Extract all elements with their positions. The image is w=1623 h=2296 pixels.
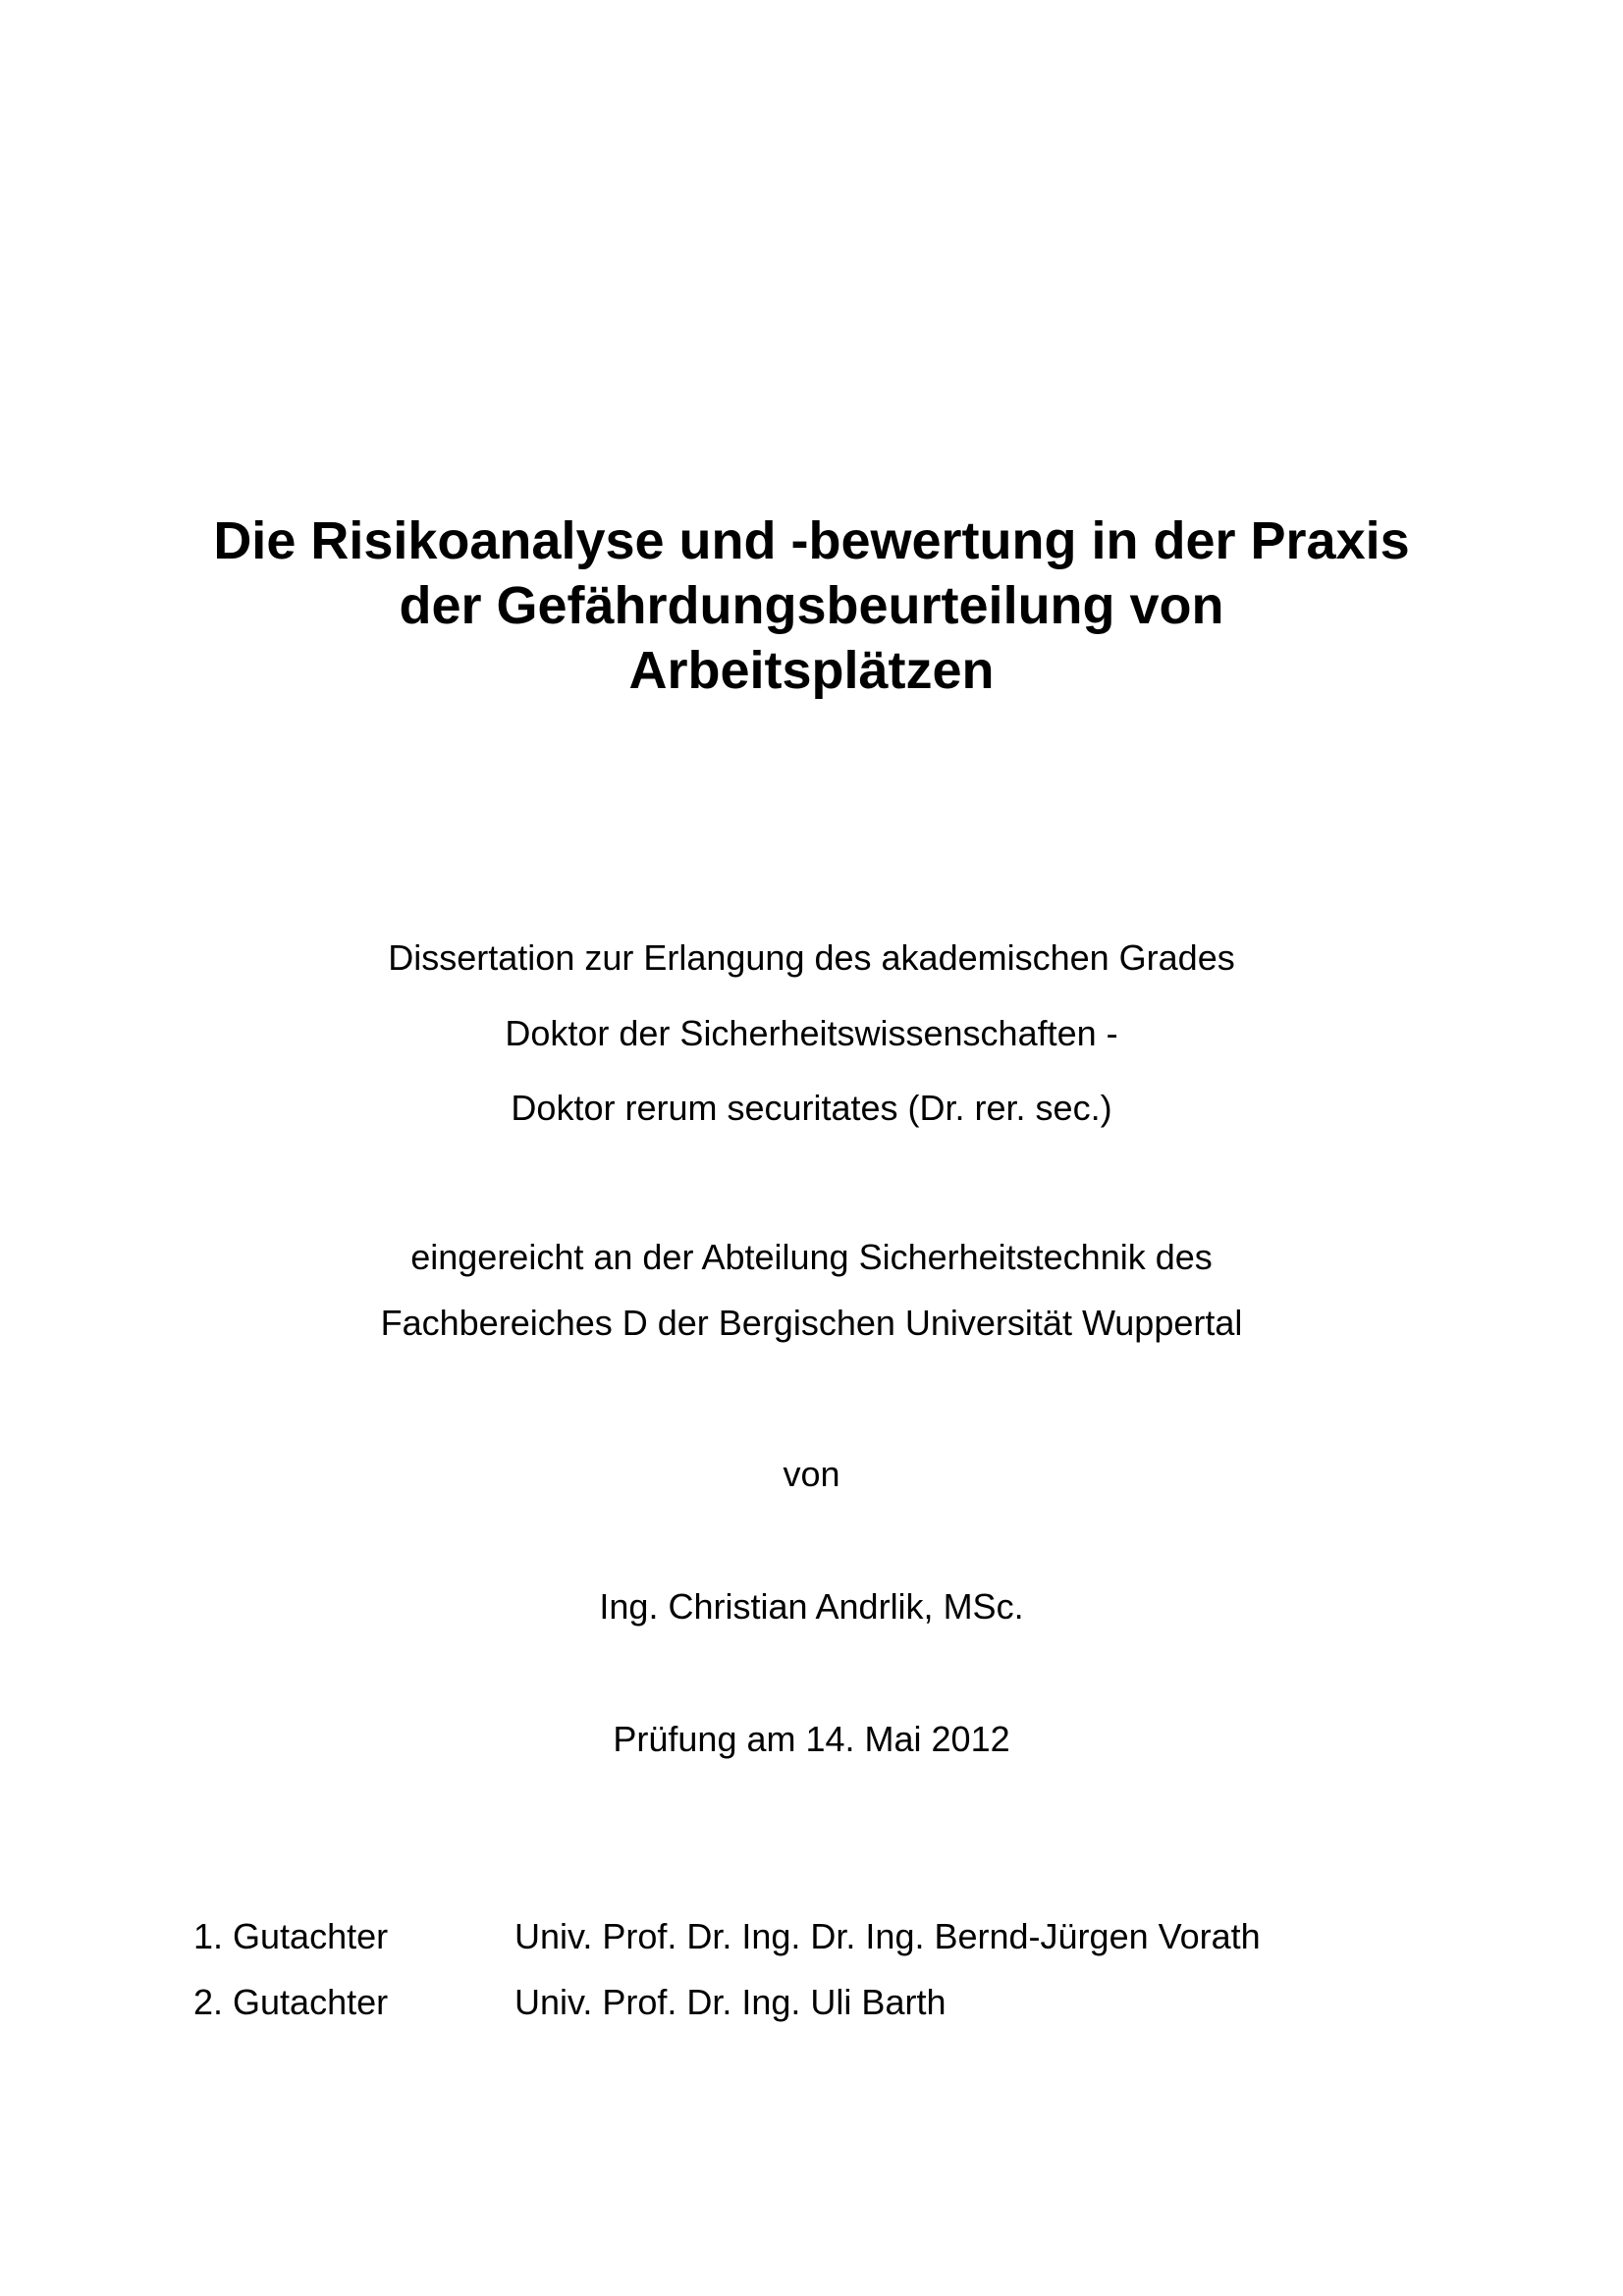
title-line-3: Arbeitsplätzen (628, 641, 995, 700)
reviewer-2-name: Univ. Prof. Dr. Ing. Uli Barth (514, 1982, 947, 2022)
degree-line-3: Doktor rerum securitates (Dr. rer. sec.) (511, 1088, 1112, 1128)
title-line-2: der Gefährdungsbeurteilung von (399, 576, 1224, 635)
reviewer-2 (193, 1981, 946, 2024)
reviewer-1 (193, 1915, 1261, 1958)
reviewer-2-role: 2. Gutachter (193, 1982, 389, 2022)
degree-line-2: Doktor der Sicherheitswissenschaften - (505, 1013, 1118, 1053)
reviewer-1-role: 1. Gutachter (193, 1916, 389, 1956)
author-name: Ing. Christian Andrlik, MSc. (599, 1586, 1024, 1627)
degree-line-1: Dissertation zur Erlangung des akademischen Grades (388, 937, 1235, 978)
title-line-1: Die Risikoanalyse und -bewertung in der Praxis (213, 511, 1410, 570)
submission-line-2: Fachbereiches D der Bergischen Universität Wuppertal (380, 1303, 1243, 1343)
dissertation-title (0, 508, 1623, 703)
submission-line-1: eingereicht an der Abteilung Sicherheitstechnik des (410, 1237, 1213, 1277)
by-label: von (783, 1454, 840, 1494)
exam-date: Prüfung am 14. Mai 2012 (613, 1719, 1010, 1759)
reviewer-1-name: Univ. Prof. Dr. Ing. Dr. Ing. Bernd-Jürgen Vorath (514, 1916, 1261, 1956)
